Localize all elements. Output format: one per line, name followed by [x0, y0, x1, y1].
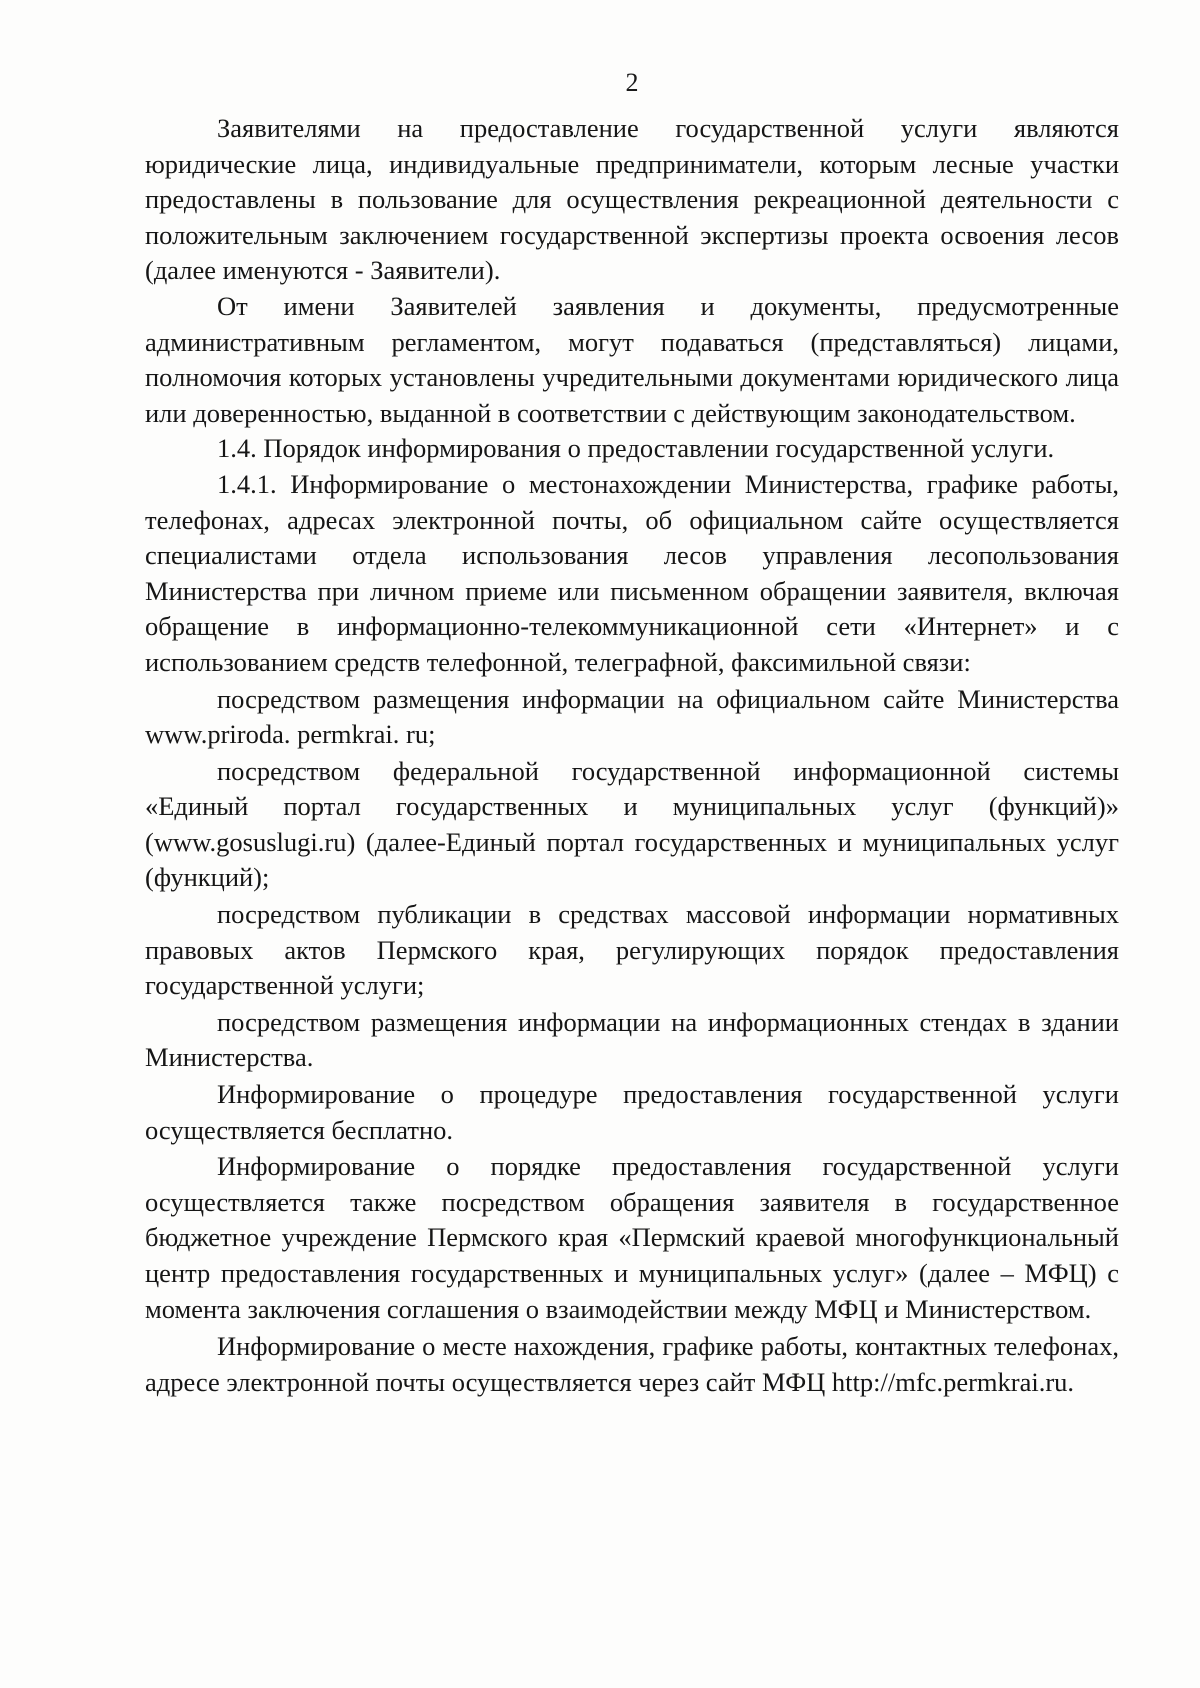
paragraph-mfc: Информирование о порядке предоставления государственной услуги осуществляется также посредством обращения заявителя в государственное бюджетное учреждение Пермского края «Пермский краевой многофункциональный центр предоставления государственных и муниципальных услуг» (далее – МФЦ) с момента заключения соглашения о взаимодействии между МФЦ и Министерством.	[145, 1151, 1119, 1324]
paragraph-applicants: Заявителями на предоставление государственной услуги являются юридические лица, индивидуальные предприниматели, которым лесные участки предоставлены в пользование для осуществления рекреационной деятельности с положительным заключением государственной экспертизы проекта освоения лесов (далее именуются - Заявители).	[145, 113, 1119, 286]
paragraph-info-stands: посредством размещения информации на информационных стендах в здании Министерства.	[145, 1006, 1119, 1073]
paragraph-free-of-charge: Информирование о процедуре предоставления государственной услуги осуществляется бесплатно.	[145, 1079, 1119, 1145]
document-body	[145, 111, 1119, 1400]
paragraph-mass-media: посредством публикации в средствах массовой информации нормативных правовых актов Пермского края, регулирующих порядок предоставления государственной услуги;	[145, 899, 1119, 1001]
paragraph-section-1-4: 1.4. Порядок информирования о предоставлении государственной услуги.	[217, 433, 1055, 464]
paragraph-official-site: посредством размещения информации на официальном сайте Министерства www.priroda. permkrai. ru;	[145, 683, 1119, 750]
page-number: 2	[625, 68, 639, 97]
paragraph-unified-portal: посредством федеральной государственной информационной системы «Единый портал государственных и муниципальных услуг (функций)» (www.gosuslugi.ru) (далее-Единый портал государственных и муниципальных услуг (функций);	[145, 755, 1119, 893]
paragraph-mfc-contacts: Информирование о месте нахождения, графике работы, контактных телефонах, адресе электронной почты осуществляется через сайт МФЦ http://mfc.permkrai.ru.	[145, 1331, 1119, 1397]
paragraph-representatives: От имени Заявителей заявления и документы, предусмотренные административным регламентом, могут подаваться (представляться) лицами, полномочия которых установлены учредительными документами юридического лица или доверенностью, выданной в соответствии с действующим законодательством.	[145, 290, 1119, 428]
paragraph-section-1-4-1: 1.4.1. Информирование о местонахождении Министерства, графике работы, телефонах, адресах электронной почты, об официальном сайте осуществляется специалистами отдела использования лесов управления лесопользования Министерства при личном приеме или письменном обращении заявителя, включая обращение в информационно-телекоммуникационной сети «Интернет» и с использованием средств телефонной, телеграфной, факсимильной связи:	[145, 468, 1119, 677]
